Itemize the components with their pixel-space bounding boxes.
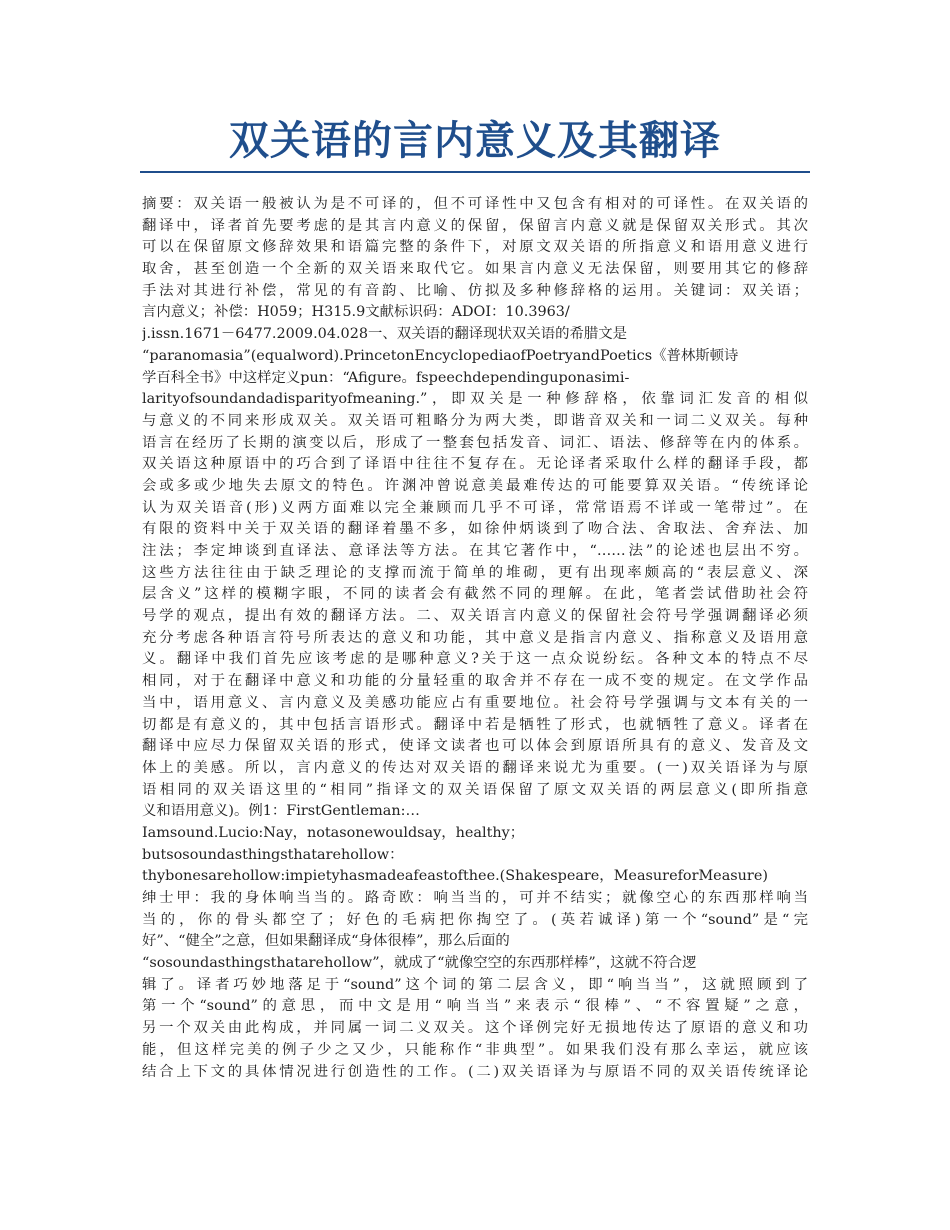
body-line: 充分考虑各种语言符号所表达的意义和功能，其中意义是指言内意义、指称意义及语用意 <box>142 629 808 646</box>
body-line: Iamsound.Lucio:Nay，notasonewouldsay，healthy； <box>142 824 525 841</box>
body-line: larityofsoundandadisparityofmeaning.”，即双关是一种修辞格，依靠词汇发音的相似 <box>142 391 808 408</box>
body-line: 语言在经历了长期的演变以后，形成了一整套包括发音、词汇、语法、修辞等在内的体系。 <box>142 434 808 451</box>
document-title: 双关语的言内意义及其翻译 <box>229 118 721 164</box>
body-line: 号学的观点，提出有效的翻译方法。二、双关语言内意义的保留社会符号学强调翻译必须 <box>142 608 808 625</box>
title-divider <box>140 171 810 173</box>
body-line: 可以在保留原文修辞效果和语篇完整的条件下，对原文双关语的所指意义和语用意义进行 <box>142 239 808 256</box>
body-line: 能，但这样完美的例子少之又少，只能称作“非典型”。如果我们没有那么幸运，就应该 <box>142 1041 808 1058</box>
body-line: “paranomasia”(equalword).PrincetonEncyclopediaofPoetryandPoetics《普林斯顿诗 <box>142 347 739 364</box>
body-line: butsosoundasthingsthatarehollow： <box>142 846 404 863</box>
body-line: 学百科全书》中这样定义pun：“Afigure。fspeechdependinguponasimi- <box>142 369 630 386</box>
body-line: 第一个“sound”的意思，而中文是用“响当当”来表示“很棒”、“不容置疑”之意， <box>142 998 808 1015</box>
body-line: 与意义的不同来形成双关。双关语可粗略分为两大类，即谐音双关和一词二义双关。每种 <box>142 412 808 429</box>
body-line: 翻译中，译者首先要考虑的是其言内意义的保留，保留言内意义就是保留双关形式。其次 <box>142 217 808 234</box>
body-line: 义和语用意义)。例1：FirstGentleman:… <box>142 803 420 820</box>
body-line: “sosoundasthingsthatarehollow”，就成了“就像空空的东西那样棒”，这就不符合逻 <box>142 955 697 972</box>
body-line: 相同，对于在翻译中意义和功能的分量轻重的取舍并不存在一成不变的规定。在文学作品 <box>142 673 808 690</box>
body-line: 翻译中应尽力保留双关语的形式，使译文读者也可以体会到原语所具有的意义、发音及文 <box>142 738 808 755</box>
body-line: 体上的美感。所以，言内意义的传达对双关语的翻译来说尤为重要。(一)双关语译为与原 <box>142 759 808 776</box>
body-line: 好”、“健全”之意，但如果翻译成“身体很棒”，那么后面的 <box>142 933 510 950</box>
body-line: thybonesarehollow:impietyhasmadeafeastofthee.(Shakespeare，MeasureforMeasure) <box>142 868 768 885</box>
document-body <box>142 194 808 1083</box>
body-line: 另一个双关由此构成，并同属一词二义双关。这个译例完好无损地传达了原语的意义和功 <box>142 1020 808 1037</box>
body-line: 手法对其进行补偿，常见的有音韵、比喻、仿拟及多种修辞格的运用。关键词：双关语； <box>142 282 808 299</box>
body-line: 取舍，甚至创造一个全新的双关语来取代它。如果言内意义无法保留，则要用其它的修辞 <box>142 261 808 278</box>
body-line: 这些方法往往由于缺乏理论的支撑而流于简单的堆砌，更有出现率颇高的“表层意义、深 <box>142 564 808 581</box>
body-line: 摘要：双关语一般被认为是不可译的，但不可译性中又包含有相对的可译性。在双关语的 <box>142 196 808 212</box>
body-line: 切都是有意义的，其中包括言语形式。翻译中若是牺牲了形式，也就牺牲了意义。译者在 <box>142 716 808 733</box>
body-line: 层含义”这样的模糊字眼，不同的读者会有截然不同的理解。在此，笔者尝试借助社会符 <box>142 586 808 603</box>
body-line: 当中，语用意义、言内意义及美感功能应占有重要地位。社会符号学强调与文本有关的一 <box>142 694 808 711</box>
body-line: 语相同的双关语这里的“相同”指译文的双关语保留了原文双关语的两层意义(即所指意 <box>142 781 808 798</box>
body-line: 结合上下文的具体情况进行创造性的工作。(二)双关语译为与原语不同的双关语传统译论 <box>142 1063 808 1080</box>
body-line: j.issn.1671－6477.2009.04.028一、双关语的翻译现状双关语的希腊文是 <box>142 326 628 343</box>
body-line: 绅士甲：我的身体响当当的。路奇欧：响当当的，可并不结实；就像空心的东西那样响当 <box>142 890 808 906</box>
body-line: 有限的资料中关于双关语的翻译着墨不多，如徐仲炳谈到了吻合法、舍取法、舍弃法、加 <box>142 521 808 538</box>
body-line: 注法；李定坤谈到直译法、意译法等方法。在其它著作中，“……法”的论述也层出不穷。 <box>142 543 808 559</box>
body-line: 言内意义；补偿：H059；H315.9文献标识码：ADOI：10.3963/ <box>142 304 570 321</box>
body-line: 当的，你的骨头都空了；好色的毛病把你掏空了。(英若诚译)第一个“sound”是“完 <box>142 911 808 928</box>
body-line: 会或多或少地失去原文的特色。许渊冲曾说意美最难传达的可能要算双关语。“传统译论 <box>142 477 808 494</box>
body-line: 认为双关语音(形)义两方面难以完全兼顾而几乎不可译，常常语焉不详或一笔带过”。在 <box>142 499 808 516</box>
body-line: 辑了。译者巧妙地落足于“sound”这个词的第二层含义，即“响当当”，这就照顾到了 <box>142 976 808 993</box>
body-line: 双关语这种原语中的巧合到了译语中往往不复存在。无论译者采取什么样的翻译手段，都 <box>142 456 808 473</box>
body-line: 义。翻译中我们首先应该考虑的是哪种意义?关于这一点众说纷纭。各种文本的特点不尽 <box>142 651 808 668</box>
